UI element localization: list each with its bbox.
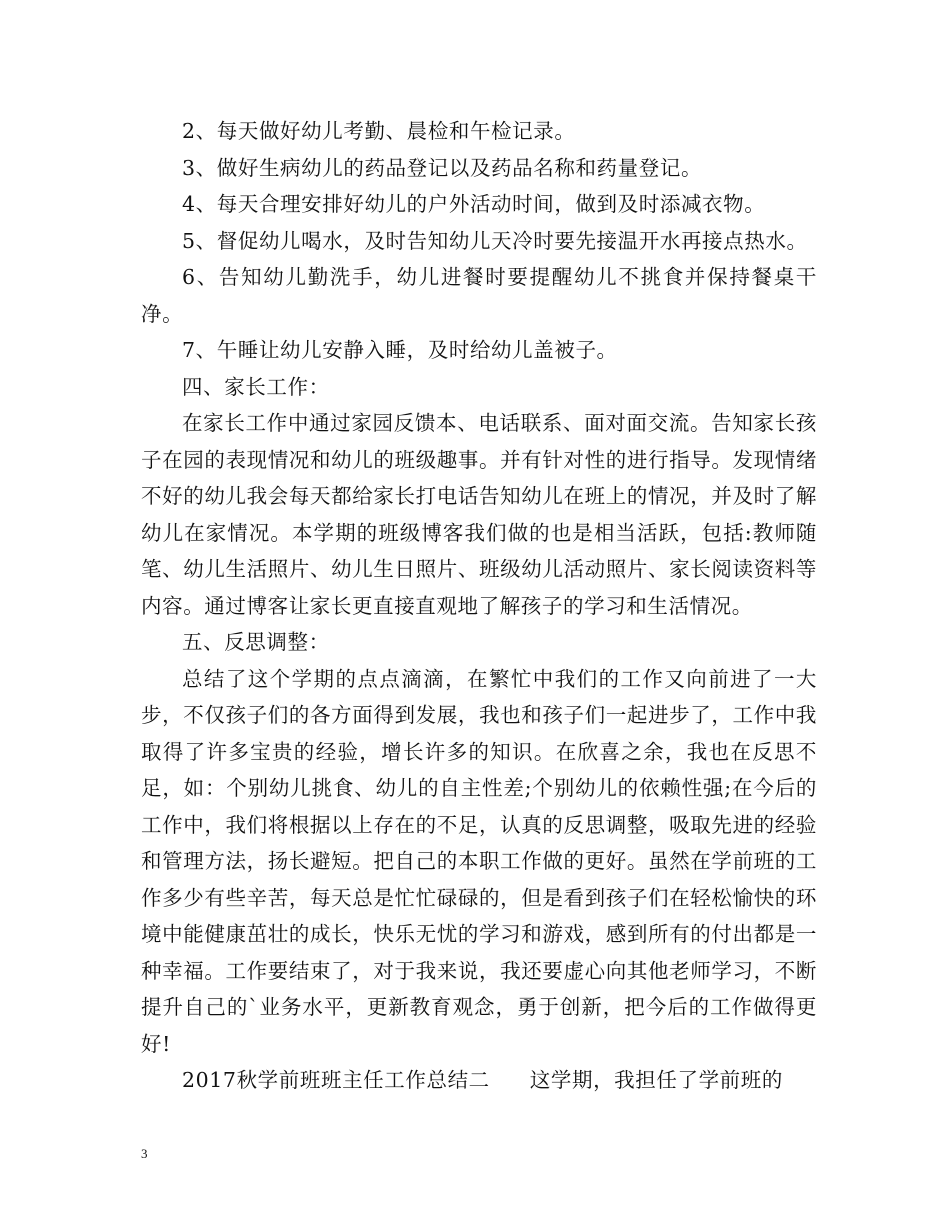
section-heading-reflection: 五、反思调整： (182, 630, 330, 654)
page-number: 3 (141, 1146, 148, 1161)
paragraph-parent-work: 在家长工作中通过家园反馈本、电话联系、面对面交流。告知家长孩子在园的表现情况和幼儿的班级趣事。并有针对性的进行指导。发现情绪不好的幼儿我会每天都给家长打电话告知幼儿在班上的情况，并及时了解幼儿在家情况。本学期的班级博客我们做的也是相当活跃，包括:教师随笔、幼儿生活照片、幼儿生日照片、班级幼儿活动照片、家长阅读资料等内容。通过博客让家长更直接直观地了解孩子的学习和生活情况。 (141, 411, 817, 618)
section-heading-parent-work: 四、家长工作： (182, 374, 330, 399)
paragraph-item-6: 6、告知幼儿勤洗手，幼儿进餐时要提醒幼儿不挑食并保持餐桌干净。 (141, 265, 817, 326)
next-summary-title: 2017秋学前班班主任工作总结二 (182, 1068, 490, 1092)
paragraph-item-7: 7、午睡让幼儿安静入睡，及时给幼儿盖被子。 (182, 338, 618, 362)
paragraph-reflection: 总结了这个学期的点点滴滴，在繁忙中我们的工作又向前进了一大步，不仅孩子们的各方面得到发展，我也和孩子们一起进步了，工作中我取得了许多宝贵的经验，增长许多的知识。在欣喜之余，我也在反思不足，如：个别幼儿挑食、幼儿的自主性差;个别幼儿的依赖性强;在今后的工作中，我们将根据以上存在的不足，认真的反思调整，吸取先进的经验和管理方法，扬长避短。把自己的本职工作做的更好。虽然在学前班的工作多少有些辛苦，每天总是忙忙碌碌的，但是看到孩子们在轻松愉快的环境中能健康茁壮的成长，快乐无忧的学习和游戏，感到所有的付出都是一种幸福。工作要结束了，对于我来说，我还要虚心向其他老师学习，不断提升自己的`业务水平，更新教育观念，勇于创新，把今后的工作做得更好! (141, 666, 817, 1056)
paragraph-item-5: 5、督促幼儿喝水，及时告知幼儿天冷时要先接温开水再接点热水。 (182, 228, 808, 253)
paragraph-item-4: 4、每天合理安排好幼儿的户外活动时间，做到及时添减衣物。 (182, 192, 766, 216)
next-summary-line (141, 1062, 817, 1099)
document-body (141, 113, 817, 1099)
paragraph-item-2: 2、每天做好幼儿考勤、晨检和午检记录。 (182, 119, 576, 143)
paragraph-item-3: 3、做好生病幼儿的药品登记以及药品名称和药量登记。 (182, 155, 703, 180)
next-summary-continuation: 这学期，我担任了学前班的 (529, 1068, 783, 1092)
